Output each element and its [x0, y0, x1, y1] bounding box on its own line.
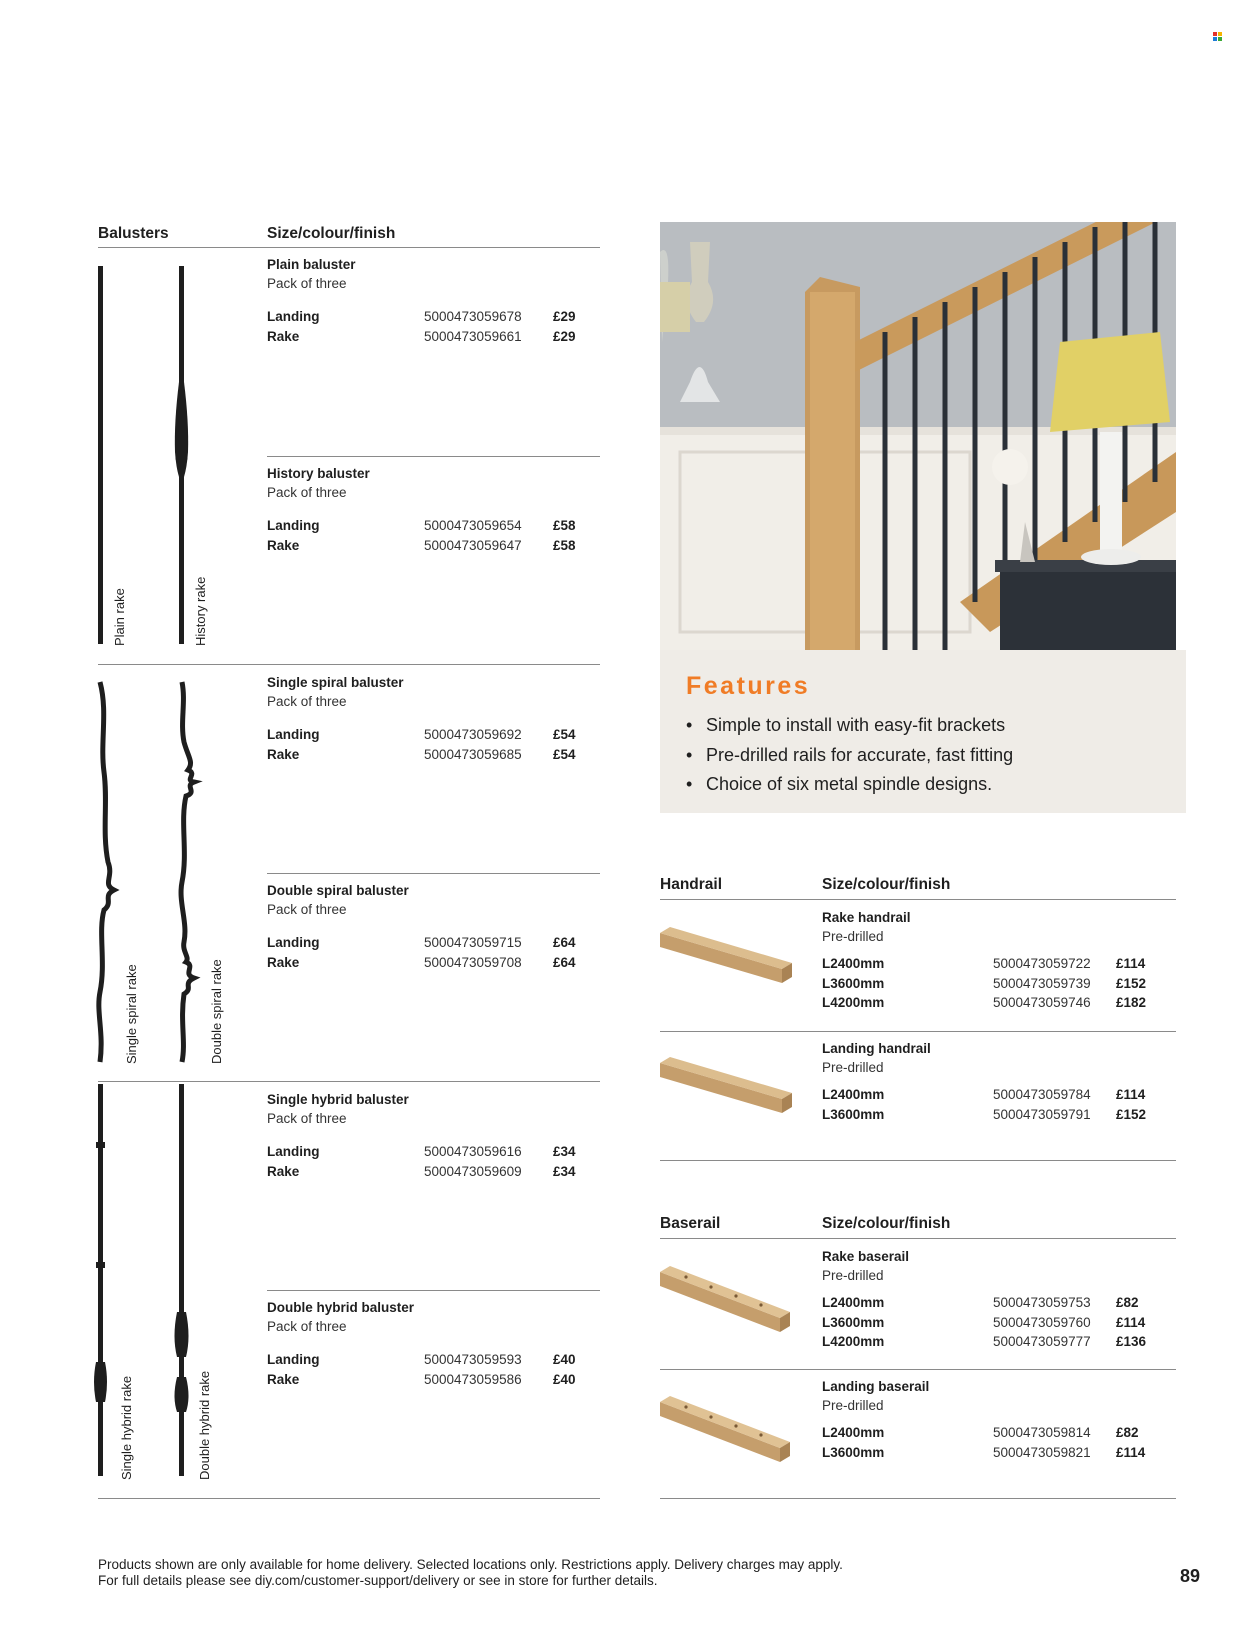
- product-rake-handrail: [822, 910, 1182, 1015]
- price: £34: [553, 1163, 576, 1179]
- product-landing-baserail: [822, 1379, 1182, 1464]
- divider: [267, 873, 600, 874]
- size-label: Landing: [267, 1144, 320, 1159]
- product-code: 5000473059760: [993, 1314, 1091, 1330]
- staircase-illustration: [660, 222, 1176, 652]
- price: £54: [553, 746, 576, 762]
- product-code: 5000473059715: [424, 935, 522, 950]
- size-label: L3600mm: [822, 1106, 885, 1122]
- product-code: 5000473059647: [424, 537, 522, 553]
- page-number: 89: [1180, 1566, 1201, 1586]
- price-row: [822, 1107, 1182, 1127]
- size-label: L4200mm: [822, 1334, 885, 1349]
- price: £114: [1116, 1444, 1146, 1460]
- divider: [660, 1160, 1176, 1161]
- product-name: Double hybrid baluster: [267, 1300, 415, 1315]
- price-row: [822, 956, 1182, 976]
- baserail-size-heading: Size/colour/finish: [822, 1215, 951, 1232]
- price: £34: [553, 1144, 576, 1159]
- product-desc: Pack of three: [267, 902, 347, 917]
- price-row: [822, 995, 1182, 1015]
- feature-item: • Simple to install with easy-fit brackets: [686, 715, 1013, 745]
- landing-handrail-image: [656, 1055, 796, 1125]
- divider: [98, 247, 600, 248]
- price: £40: [553, 1352, 576, 1367]
- product-desc: Pack of three: [267, 1111, 347, 1126]
- product-code: 5000473059685: [424, 746, 522, 762]
- divider: [660, 1369, 1176, 1370]
- divider: [660, 1238, 1176, 1239]
- product-code: 5000473059784: [993, 1087, 1091, 1102]
- product-code: 5000473059661: [424, 328, 522, 344]
- product-name: Single hybrid baluster: [267, 1092, 409, 1107]
- divider: [98, 664, 600, 665]
- double-hybrid-rake-illustration: [175, 1084, 189, 1476]
- size-label: L4200mm: [822, 995, 885, 1010]
- price: £58: [553, 518, 576, 533]
- divider: [267, 1290, 600, 1291]
- price: £114: [1116, 1087, 1146, 1102]
- product-code: 5000473059814: [993, 1425, 1091, 1440]
- price: £64: [553, 935, 576, 950]
- size-label: Landing: [267, 1352, 320, 1367]
- plain-rake-illustration: [98, 266, 103, 644]
- product-desc: Pack of three: [267, 694, 347, 709]
- price-row: [822, 1425, 1182, 1445]
- features-title: Features: [686, 672, 811, 700]
- product-code: 5000473059777: [993, 1334, 1091, 1349]
- size-label: L3600mm: [822, 975, 885, 991]
- feature-item: • Choice of six metal spindle designs.: [686, 774, 1013, 804]
- product-code: 5000473059821: [993, 1444, 1091, 1460]
- price: £82: [1116, 1425, 1139, 1440]
- features-panel: [660, 650, 1186, 813]
- product-code: 5000473059586: [424, 1371, 522, 1387]
- size-label: L2400mm: [822, 1425, 885, 1440]
- size-label: Landing: [267, 309, 320, 324]
- single-spiral-rake-illustration: [99, 682, 114, 1062]
- staircase-photo: [660, 222, 1176, 652]
- single-hybrid-rake-label: Single hybrid rake: [119, 1375, 134, 1480]
- product-code: 5000473059593: [424, 1352, 522, 1367]
- price: £152: [1116, 975, 1147, 991]
- price: £64: [553, 954, 576, 970]
- product-desc: Pack of three: [267, 1319, 347, 1334]
- price: £152: [1116, 1106, 1147, 1122]
- product-name: History baluster: [267, 466, 370, 481]
- price: £40: [553, 1371, 576, 1387]
- price: £136: [1116, 1334, 1147, 1349]
- divider: [660, 1498, 1176, 1499]
- product-desc: Pack of three: [267, 485, 347, 500]
- divider: [98, 1498, 600, 1499]
- product-code: 5000473059708: [424, 954, 522, 970]
- size-label: Landing: [267, 727, 320, 742]
- size-label: Rake: [267, 746, 300, 762]
- product-code: 5000473059746: [993, 995, 1091, 1010]
- product-name: Rake handrail: [822, 910, 911, 925]
- product-code: 5000473059654: [424, 518, 522, 533]
- size-label: Rake: [267, 954, 300, 970]
- rake-baserail-image: [656, 1262, 796, 1342]
- disclaimer-line: For full details please see diy.com/customer-support/delivery or see in store for further details.: [98, 1572, 658, 1588]
- single-hybrid-rake-illustration: [94, 1084, 107, 1476]
- baserail-heading: Baserail: [660, 1215, 721, 1232]
- delivery-disclaimer: [98, 1557, 843, 1588]
- size-label: Rake: [267, 537, 300, 553]
- baluster-illustrations: [90, 262, 260, 1482]
- product-name: Landing handrail: [822, 1041, 931, 1056]
- product-desc: Pre-drilled: [822, 1268, 884, 1283]
- price: £182: [1116, 995, 1147, 1010]
- balusters-size-heading: Size/colour/finish: [267, 225, 396, 242]
- size-label: L2400mm: [822, 1087, 885, 1102]
- plain-rake-label: Plain rake: [112, 588, 127, 646]
- product-code: 5000473059722: [993, 956, 1091, 971]
- single-spiral-rake-label: Single spiral rake: [124, 964, 139, 1064]
- price: £29: [553, 309, 576, 324]
- product-name: Double spiral baluster: [267, 883, 409, 898]
- price-row: [822, 1315, 1182, 1335]
- price: £58: [553, 537, 576, 553]
- disclaimer-line: Products shown are only available for home delivery. Selected locations only. Restrictions apply. Delivery charges may apply.: [98, 1557, 843, 1572]
- handrail-heading: Handrail: [660, 876, 723, 893]
- divider: [660, 1031, 1176, 1032]
- product-desc: Pack of three: [267, 276, 347, 291]
- size-label: Rake: [267, 1163, 300, 1179]
- size-label: Rake: [267, 1371, 300, 1387]
- product-code: 5000473059609: [424, 1163, 522, 1179]
- size-label: L2400mm: [822, 1295, 885, 1310]
- product-desc: Pre-drilled: [822, 1060, 884, 1075]
- price: £54: [553, 727, 576, 742]
- product-code: 5000473059678: [424, 309, 522, 324]
- feature-item: • Pre-drilled rails for accurate, fast fitting: [686, 745, 1013, 775]
- size-label: Rake: [267, 328, 300, 344]
- product-code: 5000473059616: [424, 1144, 522, 1159]
- balusters-heading: Balusters: [98, 225, 169, 242]
- product-landing-handrail: [822, 1041, 1182, 1126]
- divider: [660, 899, 1176, 900]
- product-desc: Pre-drilled: [822, 1398, 884, 1413]
- price-row: [822, 1445, 1182, 1465]
- price-row: [822, 976, 1182, 996]
- price: £114: [1116, 956, 1146, 971]
- product-code: 5000473059739: [993, 975, 1091, 991]
- price-row: [267, 1164, 767, 1184]
- product-name: Single spiral baluster: [267, 675, 404, 690]
- price-row: [822, 1295, 1182, 1315]
- price: £114: [1116, 1314, 1146, 1330]
- product-name: Plain baluster: [267, 257, 356, 272]
- double-spiral-rake-label: Double spiral rake: [209, 959, 224, 1064]
- rake-handrail-image: [656, 925, 796, 995]
- product-desc: Pre-drilled: [822, 929, 884, 944]
- price-row: [267, 1372, 767, 1392]
- product-code: 5000473059753: [993, 1295, 1091, 1310]
- history-rake-label: History rake: [193, 576, 208, 646]
- handrail-size-heading: Size/colour/finish: [822, 876, 951, 893]
- price: £29: [553, 328, 576, 344]
- double-spiral-rake-illustration: [181, 682, 194, 1062]
- size-label: L3600mm: [822, 1314, 885, 1330]
- product-name: Rake baserail: [822, 1249, 910, 1264]
- brand-mark-icon: [1213, 32, 1222, 41]
- price-row: [822, 1087, 1182, 1107]
- price: £82: [1116, 1295, 1139, 1310]
- size-label: Landing: [267, 518, 320, 533]
- product-rake-baserail: [822, 1249, 1182, 1354]
- size-label: Landing: [267, 935, 320, 950]
- features-list: [686, 715, 1013, 804]
- price-row: [822, 1334, 1182, 1354]
- product-code: 5000473059692: [424, 727, 522, 742]
- landing-baserail-image: [656, 1392, 796, 1472]
- product-code: 5000473059791: [993, 1106, 1091, 1122]
- size-label: L2400mm: [822, 956, 885, 971]
- product-name: Landing baserail: [822, 1379, 930, 1394]
- history-rake-illustration: [175, 266, 188, 644]
- divider: [98, 1081, 600, 1082]
- double-hybrid-rake-label: Double hybrid rake: [197, 1370, 212, 1480]
- size-label: L3600mm: [822, 1444, 885, 1460]
- divider: [267, 456, 600, 457]
